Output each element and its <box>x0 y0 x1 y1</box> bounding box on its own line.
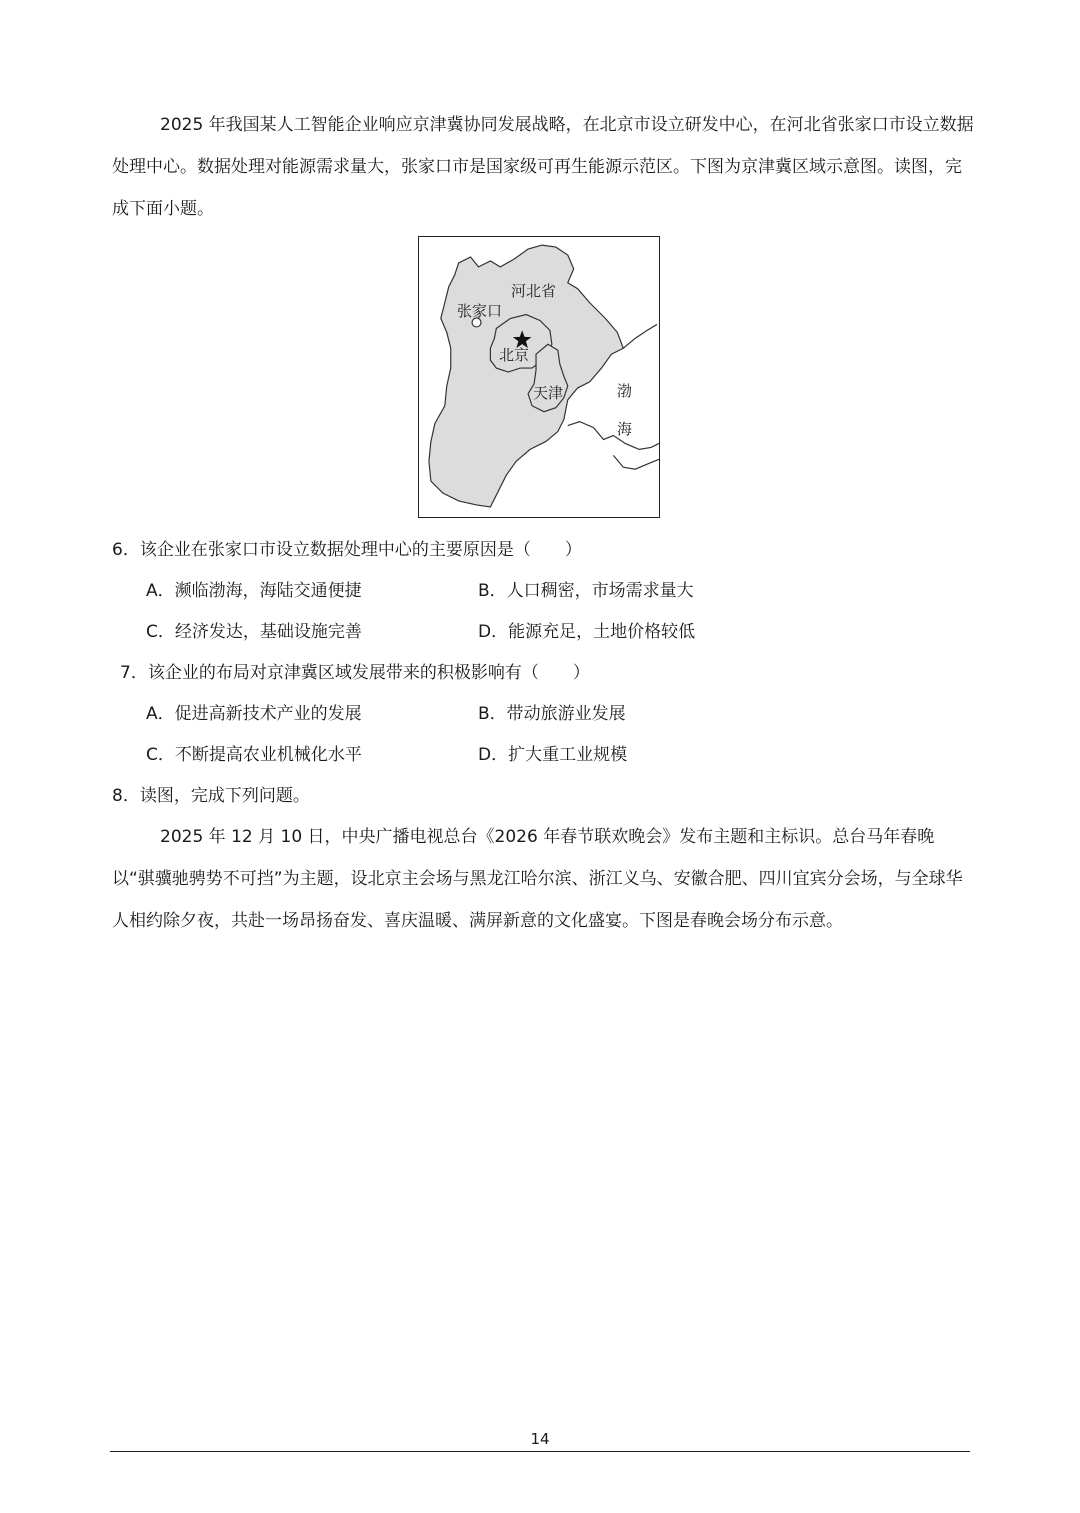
spring-festival-passage: 2025 年 12 月 10 日，中央广播电视总台《2026 年春节联欢晚会》发布主题和主标识。总台马年春晚以“骐骥驰骋势不可挡”为主题，设北京主会场与黑龙江哈尔滨、浙江义乌、安徽合肥、四川宜宾分会场，与全球华人相约除夕夜，共赴一场昂扬奋发、喜庆温暖、满屏新意的文化盛宴。下图是春晚会场分布示意。 <box>112 827 963 931</box>
map-svg <box>419 237 659 517</box>
intro-paragraph: 2025 年我国某人工智能企业响应京津冀协同发展战略，在北京市设立研发中心，在河北省张家口市设立数据处理中心。数据处理对能源需求量大，张家口市是国家级可再生能源示范区。下图为京津冀区域示意图。读图，完成下面小题。 <box>112 115 974 219</box>
question-6-option-a[interactable]: A．濒临渤海，海陆交通便捷 <box>146 581 362 601</box>
page-number: 14 <box>530 1430 550 1448</box>
question-7-stem: 7．该企业的布局对京津冀区域发展带来的积极影响有（ ） <box>120 663 590 683</box>
question-7-option-c[interactable]: C．不断提高农业机械化水平 <box>146 745 362 765</box>
question-6-option-d[interactable]: D．能源充足，土地价格较低 <box>478 622 696 642</box>
jing-jin-ji-map <box>418 236 660 518</box>
label-bohai-2: 海 <box>617 420 633 438</box>
question-6-option-c[interactable]: C．经济发达，基础设施完善 <box>146 622 362 642</box>
question-7-option-a[interactable]: A．促进高新技术产业的发展 <box>146 704 362 724</box>
question-7-option-b[interactable]: B．带动旅游业发展 <box>478 704 626 724</box>
label-beijing: 北京 <box>499 346 530 364</box>
footer-rule <box>110 1451 970 1452</box>
label-tianjin: 天津 <box>533 384 564 402</box>
liaoning-coastline <box>623 324 657 348</box>
question-7-option-d[interactable]: D．扩大重工业规模 <box>478 745 628 765</box>
question-6-stem: 6．该企业在张家口市设立数据处理中心的主要原因是（ ） <box>112 540 582 560</box>
label-bohai-1: 渤 <box>617 382 633 400</box>
shandong-coastline <box>568 422 659 470</box>
label-hebei: 河北省 <box>511 282 557 300</box>
question-8-stem: 8．读图，完成下列问题。 <box>112 786 310 806</box>
label-zhangjiakou: 张家口 <box>457 302 503 320</box>
question-6-option-b[interactable]: B．人口稠密，市场需求量大 <box>478 581 694 601</box>
